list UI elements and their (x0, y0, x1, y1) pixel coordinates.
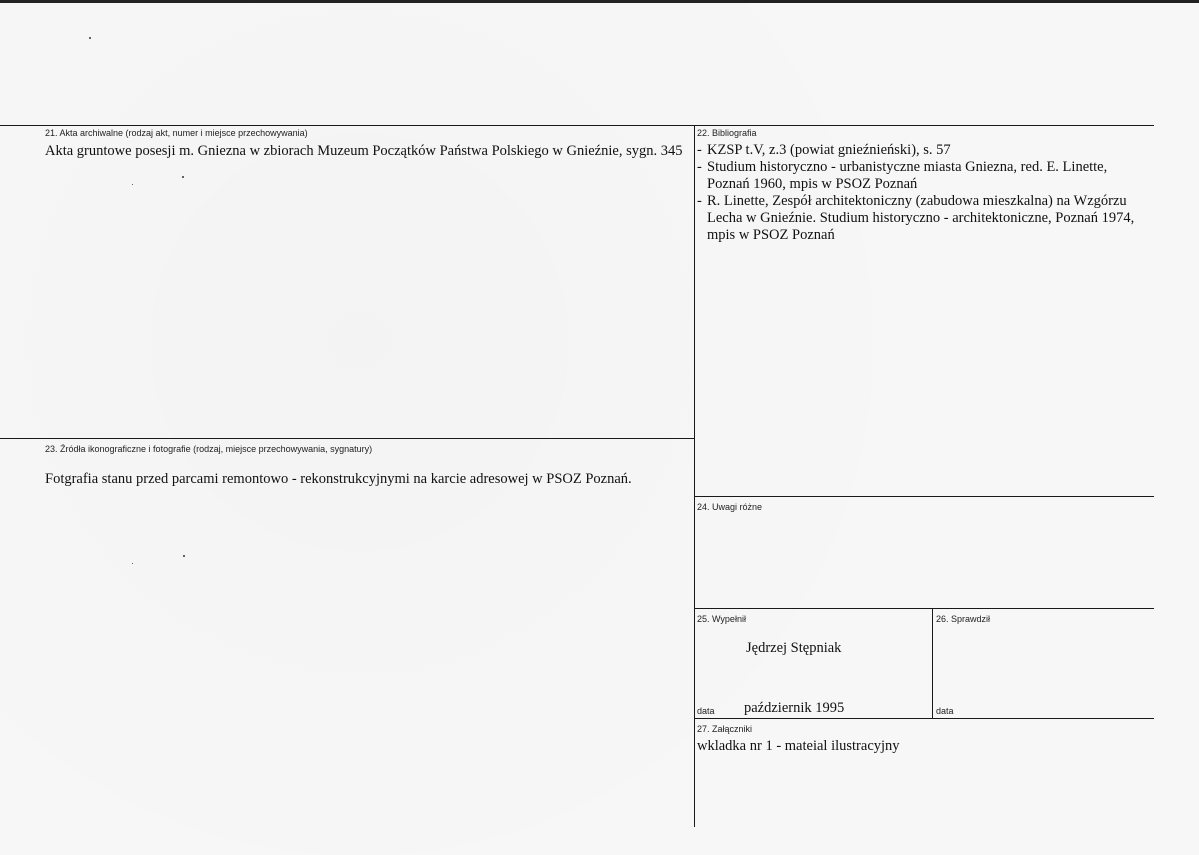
iconographic-sources-text: Fotgrafia stanu przed parcami remontowo - rekonstrukcyjnymi na karcie adresowej w PSOZ Poznań. (45, 471, 632, 487)
top-rule (0, 125, 1154, 126)
filled-by-name: Jędrzej Stępniak (746, 640, 842, 656)
rule-section-24 (694, 496, 1154, 497)
section-25-label: 25. Wypełnił (697, 614, 746, 624)
scan-speck (183, 555, 185, 557)
center-divider (694, 125, 695, 827)
bibliography-item-text: Studium historyczno - urbanistyczne miasta Gniezna, red. E. Linette, Poznań 1960, mpis w PSOZ Poznań (707, 159, 1108, 192)
bibliography-item (697, 142, 1147, 159)
scan-speck (132, 563, 133, 564)
rule-section-23 (0, 438, 695, 439)
scan-top-edge (0, 0, 1199, 3)
bibliography-item (697, 193, 1147, 244)
attachments-text: wkladka nr 1 - mateial ilustracyjny (697, 738, 900, 754)
rule-section-25 (694, 608, 1154, 609)
section-21-label: 21. Akta archiwalne (rodzaj akt, numer i miejsce przechowywania) (45, 128, 308, 138)
scan-speck (182, 176, 184, 178)
list-dash: - (697, 142, 702, 158)
bibliography-item (697, 159, 1147, 193)
bibliography-item-text: R. Linette, Zespół architektoniczny (zabudowa mieszkalna) na Wzgórzu Lecha w Gnieźnie. Studium historyczno - architektoniczne, Poznań 1974, mpis w PSOZ Poznań (707, 193, 1135, 243)
section-25-date-label: data (697, 706, 715, 716)
section-26-date-label: data (936, 706, 954, 716)
divider-25-26 (932, 608, 933, 718)
section-26-label: 26. Sprawdził (936, 614, 991, 624)
list-dash: - (697, 159, 702, 175)
section-23-label: 23. Źródła ikonograficzne i fotografie (rodzaj, miejsce przechowywania, sygnatury) (45, 444, 373, 454)
rule-section-27 (694, 718, 1154, 719)
section-27-label: 27. Załączniki (697, 724, 753, 734)
filled-date: październik 1995 (744, 700, 845, 716)
bibliography-list (697, 142, 1147, 244)
section-24-label: 24. Uwagi różne (697, 502, 763, 512)
scan-speck (89, 37, 91, 39)
bibliography-item-text: KZSP t.V, z.3 (powiat gnieźnieński), s. 57 (707, 142, 951, 158)
archival-records-text: Akta gruntowe posesji m. Gniezna w zbiorach Muzeum Początków Państwa Polskiego w Gnieźnie, sygn. 345 (45, 143, 683, 159)
scan-speck (132, 184, 133, 185)
section-22-label: 22. Bibliografia (697, 128, 757, 138)
list-dash: - (697, 193, 702, 209)
